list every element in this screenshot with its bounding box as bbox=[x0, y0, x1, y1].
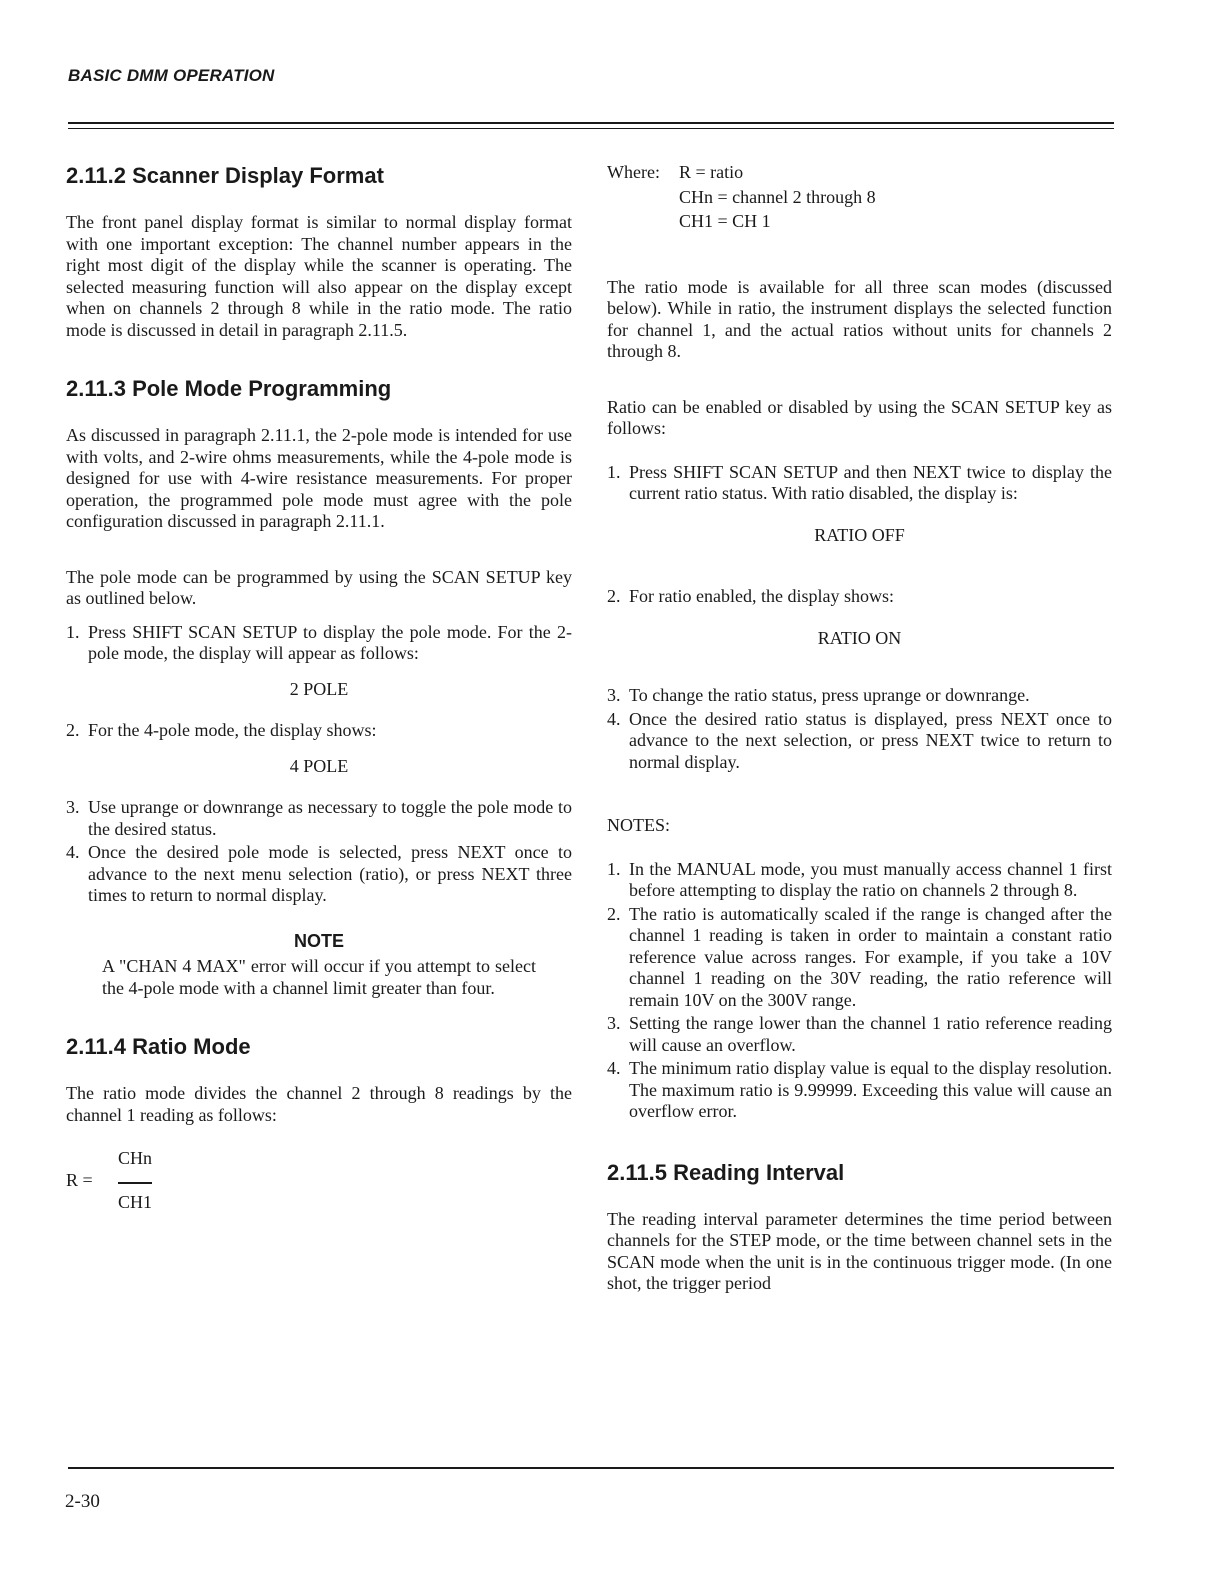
list-item bbox=[607, 462, 1112, 505]
pole-mode-steps bbox=[66, 622, 572, 907]
footer-rule bbox=[68, 1467, 1114, 1469]
list-item bbox=[607, 1058, 1112, 1123]
list-item bbox=[607, 709, 1112, 774]
display-readout-ratio-off: RATIO OFF bbox=[814, 524, 905, 545]
formula-fraction-bar bbox=[118, 1182, 152, 1184]
formula-numerator: CHn bbox=[118, 1148, 153, 1168]
list-item bbox=[607, 1013, 1112, 1056]
ratio-availability-paragraph: The ratio mode is available for all three scan modes (discussed below). While in ratio, the instrument displays the selected function for channel 1, and the actual ratios without units for channels 2 through 8. bbox=[607, 276, 1112, 361]
ratio-notes bbox=[607, 859, 1112, 1123]
list-item-text: For ratio enabled, the display shows: bbox=[629, 586, 894, 606]
list-item-number: 2. bbox=[607, 586, 621, 606]
list-item-number: 2. bbox=[66, 720, 80, 740]
section-heading-scanner-display-format: 2.11.2 Scanner Display Format bbox=[66, 163, 384, 188]
definition-ch1: CH1 = CH 1 bbox=[679, 211, 771, 231]
note-box bbox=[66, 931, 572, 1000]
left-column bbox=[66, 162, 572, 1218]
page-number: 2-30 bbox=[65, 1491, 100, 1512]
where-label: Where: bbox=[607, 162, 660, 182]
list-item-number: 1. bbox=[607, 461, 621, 482]
ratio-definitions bbox=[607, 162, 1112, 233]
list-item-text: Press SHIFT SCAN SETUP to display the pole mode. For the 2-pole mode, the display will appear as follows: bbox=[88, 621, 572, 663]
section-heading-pole-mode-programming: 2.11.3 Pole Mode Programming bbox=[66, 376, 392, 401]
list-item-number: 3. bbox=[607, 1013, 621, 1033]
right-column bbox=[607, 162, 1112, 1295]
list-item-number: 1. bbox=[607, 858, 621, 879]
ratio-steps bbox=[607, 462, 1112, 774]
list-item-text: In the MANUAL mode, you must manually access channel 1 first before attempting to display the ratio on channels 2 through 8. bbox=[629, 858, 1112, 900]
list-item bbox=[607, 586, 1112, 608]
ratio-formula bbox=[66, 1146, 572, 1218]
list-item bbox=[66, 797, 572, 840]
ratio-mode-paragraph: The ratio mode divides the channel 2 through 8 readings by the channel 1 reading as follows: bbox=[66, 1083, 572, 1125]
list-item-text: For the 4-pole mode, the display shows: bbox=[88, 720, 377, 740]
list-item-number: 4. bbox=[607, 708, 621, 729]
note-text: A "CHAN 4 MAX" error will occur if you attempt to select the 4-pole mode with a channel limit greater than four. bbox=[102, 956, 536, 998]
scanner-display-format-paragraph: The front panel display format is similar to normal display format with one important exception: The channel number appears in the right most digit of the display while the scanner is operating. The selected measuring function will also appear on the display except when on channels 2 through 8 while in the ratio mode. The ratio mode is discussed in detail in paragraph 2.11.5. bbox=[66, 212, 572, 340]
list-item bbox=[66, 720, 572, 742]
list-item-number: 3. bbox=[66, 797, 80, 817]
section-heading-reading-interval: 2.11.5 Reading Interval bbox=[607, 1159, 845, 1185]
definition-r: R = ratio bbox=[679, 162, 744, 182]
list-item-text: Setting the range lower than the channel 1 ratio reference reading will cause an overflow. bbox=[629, 1013, 1112, 1055]
pole-mode-setup-paragraph: The pole mode can be programmed by using the SCAN SETUP key as outlined below. bbox=[66, 566, 572, 608]
section-heading-ratio-mode: 2.11.4 Ratio Mode bbox=[66, 1034, 251, 1059]
list-item-number: 4. bbox=[66, 842, 80, 862]
list-item-number: 1. bbox=[66, 621, 80, 642]
list-item-text: Use uprange or downrange as necessary to toggle the pole mode to the desired status. bbox=[88, 797, 572, 839]
list-item bbox=[66, 622, 572, 665]
list-item-number: 4. bbox=[607, 1058, 621, 1078]
list-item-text: Press SHIFT SCAN SETUP and then NEXT twice to display the current ratio status. With ratio disabled, the display is: bbox=[629, 461, 1112, 503]
display-readout-4-pole: 4 POLE bbox=[289, 755, 349, 776]
list-item-text: Once the desired ratio status is displayed, press NEXT once to advance to the next selection, or press NEXT twice to return to normal display. bbox=[629, 708, 1112, 772]
list-item bbox=[66, 842, 572, 907]
definition-chn: CHn = channel 2 through 8 bbox=[679, 186, 876, 207]
formula-lhs: R = bbox=[66, 1170, 93, 1190]
list-item bbox=[607, 685, 1112, 707]
list-item-text: To change the ratio status, press uprange or downrange. bbox=[629, 685, 1030, 705]
header-rule-thick bbox=[68, 122, 1114, 124]
list-item-text: Once the desired pole mode is selected, press NEXT once to advance to the next menu selection (ratio), or press NEXT three times to return to normal display. bbox=[88, 842, 572, 905]
notes-title: NOTES: bbox=[607, 815, 670, 835]
header-rule-thin bbox=[68, 128, 1114, 129]
list-item bbox=[607, 904, 1112, 1012]
pole-mode-intro-paragraph: As discussed in paragraph 2.11.1, the 2-pole mode is intended for use with volts, and 2-wire ohms measurements, while the 4-pole mode is designed for use with 4-wire resistance measurements. For proper operation, the programmed pole mode must agree with the pole configuration discussed in paragraph 2.11.1. bbox=[66, 425, 572, 531]
list-item-number: 2. bbox=[607, 903, 621, 924]
reading-interval-paragraph: The reading interval parameter determines the time period between channels for the STEP mode, or the time between channel sets in the SCAN mode when the unit is in the continuous trigger mode. (In one shot, the trigger period bbox=[607, 1208, 1112, 1293]
note-title: NOTE bbox=[293, 930, 344, 951]
list-item-text: The ratio is automatically scaled if the range is changed after the channel 1 reading is taken in order to maintain a constant ratio reference value across ranges. For example, if you take a 10V channel 1 reading on the 30V reading, the ratio reference will remain 10V on the 300V range. bbox=[629, 903, 1112, 1010]
formula-denominator: CH1 bbox=[118, 1192, 153, 1212]
list-item-number: 3. bbox=[607, 685, 621, 705]
ratio-setup-paragraph: Ratio can be enabled or disabled by using the SCAN SETUP key as follows: bbox=[607, 396, 1112, 438]
display-readout-ratio-on: RATIO ON bbox=[817, 627, 902, 648]
display-readout-2-pole: 2 POLE bbox=[289, 678, 349, 699]
running-header: BASIC DMM OPERATION bbox=[68, 66, 275, 85]
list-item bbox=[607, 859, 1112, 902]
list-item-text: The minimum ratio display value is equal to the display resolution. The maximum ratio is 9.99999. Exceeding this value will cause an overflow error. bbox=[629, 1058, 1112, 1121]
